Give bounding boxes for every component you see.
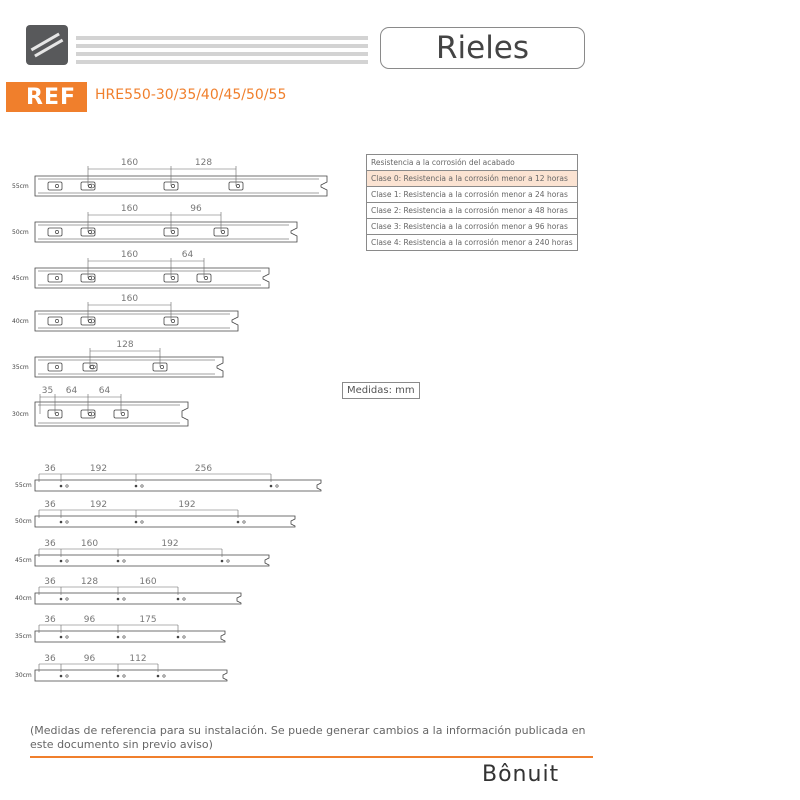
- rail-size-label: 40cm: [12, 318, 29, 325]
- rail-slot: [48, 274, 62, 282]
- dimension-label: 96: [83, 615, 96, 625]
- mounting-hole: [66, 598, 68, 600]
- rail-size-label: 55cm: [12, 183, 29, 190]
- mounting-hole: [66, 521, 68, 523]
- dimension-label: 160: [120, 158, 139, 168]
- mounting-hole: [60, 636, 63, 639]
- rail-hole: [121, 412, 124, 415]
- mounting-hole: [243, 521, 245, 523]
- page-title: Rieles: [380, 27, 585, 69]
- rail-size-label: 45cm: [12, 275, 29, 282]
- ref-label: REF: [6, 82, 87, 112]
- dimension-label: 96: [83, 654, 96, 664]
- rail-hole: [236, 184, 239, 187]
- cabinet-rail-40cm: [15, 577, 241, 604]
- mounting-hole: [117, 675, 120, 678]
- rail-hole: [55, 365, 58, 368]
- dimension-label: 192: [89, 500, 108, 510]
- mounting-hole: [123, 560, 125, 562]
- dimension-label: 160: [120, 294, 139, 304]
- mounting-hole: [276, 485, 278, 487]
- legend-row: Clase 3: Resistencia a la corrosión menor a 96 horas: [367, 219, 578, 235]
- dimension-label: 36: [44, 500, 56, 510]
- drawer-rail-30cm: [12, 386, 188, 426]
- drawer-rail-35cm: [12, 340, 223, 377]
- dimension-label: 36: [44, 577, 56, 587]
- drawer-rail-55cm: [12, 158, 327, 196]
- dimension-label: 192: [161, 539, 179, 549]
- rail-hole: [55, 412, 58, 415]
- mounting-hole: [123, 675, 125, 677]
- cabinet-rail-35cm: [15, 615, 225, 642]
- mounting-hole: [117, 636, 120, 639]
- mounting-hole: [221, 560, 224, 563]
- mounting-hole: [135, 521, 138, 524]
- rail-slot: [48, 182, 62, 190]
- rail-size-label: 50cm: [12, 229, 29, 236]
- drawer-rail-drawings: [12, 158, 327, 426]
- mounting-hole: [60, 485, 63, 488]
- rail-size-label: 30cm: [12, 411, 29, 418]
- mounting-hole: [60, 560, 63, 563]
- rail-outline: [35, 631, 225, 642]
- rail-hole: [204, 276, 207, 279]
- rail-hole: [221, 230, 224, 233]
- drawer-rail-50cm: [12, 204, 297, 242]
- dimension-label: 64: [181, 250, 194, 260]
- mounting-hole: [117, 560, 120, 563]
- dimension-label: 160: [120, 204, 139, 214]
- rail-hole: [90, 365, 93, 368]
- mounting-hole: [141, 521, 143, 523]
- rail-size-label: 35cm: [12, 364, 29, 371]
- dimension-label: 175: [139, 615, 157, 625]
- mounting-hole: [66, 675, 68, 677]
- mounting-hole: [227, 560, 229, 562]
- rail-size-label: 30cm: [15, 672, 32, 679]
- dimension-label: 192: [178, 500, 196, 510]
- rail-hole: [55, 319, 58, 322]
- mounting-hole: [60, 675, 63, 678]
- mounting-hole: [60, 598, 63, 601]
- legend-row: Clase 1: Resistencia a la corrosión menor a 24 horas: [367, 187, 578, 203]
- legend-row: Clase 2: Resistencia a la corrosión menor a 48 horas: [367, 203, 578, 219]
- mounting-hole: [117, 598, 120, 601]
- mounting-hole: [183, 598, 185, 600]
- footer-divider: [30, 756, 593, 758]
- rail-hole: [171, 319, 174, 322]
- drawer-rail-40cm: [12, 294, 238, 331]
- dimension-label: 64: [65, 386, 78, 396]
- rail-hole: [55, 276, 58, 279]
- cabinet-rail-50cm: [15, 500, 295, 527]
- dimension-label: 256: [194, 464, 213, 474]
- mounting-hole: [163, 675, 165, 677]
- cabinet-rail-45cm: [15, 539, 269, 566]
- mounting-hole: [123, 636, 125, 638]
- units-label: Medidas: mm: [342, 382, 420, 399]
- ref-code: HRE550-30/35/40/45/50/55: [95, 87, 287, 103]
- dimension-label: 160: [80, 539, 99, 549]
- cabinet-rail-30cm: [15, 654, 227, 681]
- dimension-label: 36: [44, 539, 56, 549]
- dimension-label: 160: [120, 250, 139, 260]
- mounting-hole: [60, 521, 63, 524]
- dimension-label: 160: [139, 577, 157, 587]
- rail-outline: [35, 555, 269, 566]
- dimension-label: 64: [98, 386, 111, 396]
- mounting-hole: [237, 521, 240, 524]
- mounting-hole: [123, 598, 125, 600]
- dimension-label: 96: [190, 204, 202, 214]
- mounting-hole: [66, 485, 68, 487]
- disclaimer-text: (Medidas de referencia para su instalación. Se puede generar cambios a la información publicada en este documento sin previo aviso): [30, 724, 586, 751]
- rail-size-label: 50cm: [15, 518, 32, 525]
- cabinet-rail-drawings: [15, 464, 321, 681]
- mounting-hole: [141, 485, 143, 487]
- dimension-label: 36: [44, 654, 56, 664]
- rail-hole: [171, 230, 174, 233]
- rail-hole: [55, 184, 58, 187]
- rail-slot: [48, 363, 62, 371]
- brand-logo: Bônuit: [482, 762, 560, 787]
- dimension-label: 128: [116, 340, 134, 350]
- rail-hole: [171, 184, 174, 187]
- rail-hole: [55, 230, 58, 233]
- dimension-label: 112: [129, 654, 147, 664]
- cabinet-rail-55cm: [15, 464, 321, 491]
- dimension-label: 35: [41, 386, 54, 396]
- dimension-label: 36: [44, 464, 56, 474]
- rail-size-label: 35cm: [15, 633, 32, 640]
- rail-hole: [171, 276, 174, 279]
- rail-size-label: 40cm: [15, 595, 32, 602]
- rail-outline: [35, 402, 188, 426]
- dimension-label: 128: [80, 577, 99, 587]
- dimension-label: 36: [44, 615, 56, 625]
- mounting-hole: [177, 636, 180, 639]
- mounting-hole: [66, 560, 68, 562]
- dimension-label: 128: [194, 158, 213, 168]
- legend-row: Clase 4: Resistencia a la corrosión menor a 240 horas: [367, 235, 578, 251]
- mounting-hole: [157, 675, 160, 678]
- rail-outline: [35, 670, 227, 681]
- rail-slot: [48, 317, 62, 325]
- drawer-rail-45cm: [12, 250, 269, 288]
- rail-outline: [35, 516, 295, 527]
- rail-hole: [160, 365, 163, 368]
- mounting-hole: [66, 636, 68, 638]
- rail-size-label: 45cm: [15, 557, 32, 564]
- mounting-hole: [183, 636, 185, 638]
- legend-title: Resistencia a la corrosión del acabado: [367, 155, 578, 171]
- mounting-hole: [270, 485, 273, 488]
- rail-slot: [48, 228, 62, 236]
- mounting-hole: [177, 598, 180, 601]
- rail-size-label: 55cm: [15, 482, 32, 489]
- mounting-hole: [135, 485, 138, 488]
- legend-row: Clase 0: Resistencia a la corrosión menor a 12 horas: [367, 171, 578, 187]
- dimension-label: 192: [89, 464, 108, 474]
